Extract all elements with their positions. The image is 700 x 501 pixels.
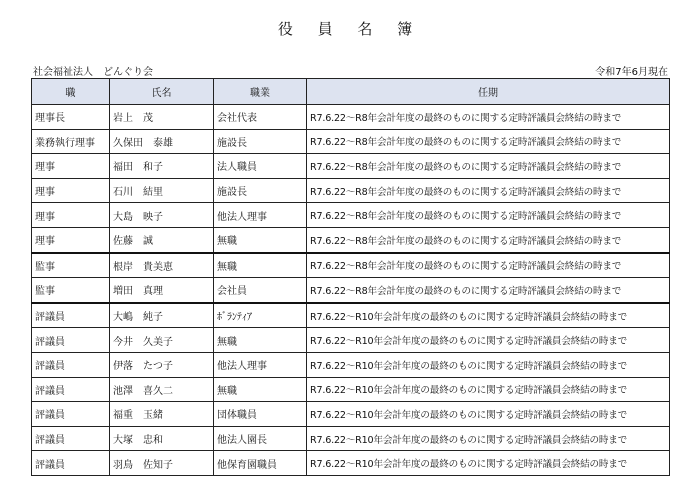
- header-term: 任期: [307, 79, 670, 105]
- cell-term: R7.6.22～R10年会計年度の最終のものに関する定時評議員会終結の時まで: [307, 451, 670, 476]
- table-row: [32, 203, 670, 228]
- table-row: [32, 178, 670, 203]
- cell-occupation: 無職: [214, 377, 307, 402]
- cell-role: 評議員: [32, 303, 110, 328]
- table-row: [32, 154, 670, 179]
- cell-occupation: 他法人園長: [214, 426, 307, 451]
- table-row: [32, 227, 670, 252]
- cell-role: 評議員: [32, 352, 110, 377]
- cell-occupation: 施設長: [214, 178, 307, 203]
- cell-occupation: 会社代表: [214, 105, 307, 130]
- cell-name: 池澤 喜久二: [110, 377, 214, 402]
- table-row: [32, 303, 670, 328]
- cell-role: 業務執行理事: [32, 129, 110, 154]
- cell-occupation: 施設長: [214, 129, 307, 154]
- cell-name: 佐藤 誠: [110, 227, 214, 252]
- table-row: [32, 105, 670, 130]
- cell-term: R7.6.22～R8年会計年度の最終のものに関する定時評議員会終結の時まで: [307, 105, 670, 130]
- table-row: [32, 451, 670, 476]
- cell-name: 根岸 貴美恵: [110, 253, 214, 278]
- cell-term: R7.6.22～R10年会計年度の最終のものに関する定時評議員会終結の時まで: [307, 352, 670, 377]
- cell-name: 大嶋 純子: [110, 303, 214, 328]
- cell-name: 石川 結里: [110, 178, 214, 203]
- cell-name: 久保田 泰雄: [110, 129, 214, 154]
- cell-role: 評議員: [32, 377, 110, 402]
- cell-occupation: 他法人理事: [214, 352, 307, 377]
- organization-name: 社会福祉法人 どんぐり会: [33, 67, 153, 78]
- cell-term: R7.6.22～R8年会計年度の最終のものに関する定時評議員会終結の時まで: [307, 278, 670, 303]
- cell-term: R7.6.22～R8年会計年度の最終のものに関する定時評議員会終結の時まで: [307, 227, 670, 252]
- cell-role: 評議員: [32, 451, 110, 476]
- page-title: 役 員 名 簿: [277, 20, 423, 38]
- table-row: [32, 402, 670, 427]
- cell-occupation: 法人職員: [214, 154, 307, 179]
- cell-role: 理事: [32, 178, 110, 203]
- cell-term: R7.6.22～R10年会計年度の最終のものに関する定時評議員会終結の時まで: [307, 426, 670, 451]
- cell-occupation: 会社員: [214, 278, 307, 303]
- cell-name: 伊落 たつ子: [110, 352, 214, 377]
- cell-name: 今井 久美子: [110, 328, 214, 353]
- cell-occupation: 他保育園職員: [214, 451, 307, 476]
- cell-name: 福田 和子: [110, 154, 214, 179]
- cell-role: 評議員: [32, 402, 110, 427]
- table-row: [32, 253, 670, 278]
- table-row: [32, 426, 670, 451]
- cell-term: R7.6.22～R8年会計年度の最終のものに関する定時評議員会終結の時まで: [307, 203, 670, 228]
- cell-occupation: ﾎﾞﾗﾝﾃｨｱ: [214, 303, 307, 328]
- cell-name: 羽鳥 佐知子: [110, 451, 214, 476]
- cell-name: 増田 真理: [110, 278, 214, 303]
- officer-roster-table: [31, 78, 670, 476]
- table-row: [32, 129, 670, 154]
- header-name: 氏名: [110, 79, 214, 105]
- cell-occupation: 無職: [214, 328, 307, 353]
- table-row: [32, 377, 670, 402]
- cell-occupation: 無職: [214, 227, 307, 252]
- cell-name: 大塚 忠和: [110, 426, 214, 451]
- cell-term: R7.6.22～R8年会計年度の最終のものに関する定時評議員会終結の時まで: [307, 178, 670, 203]
- cell-role: 理事: [32, 154, 110, 179]
- cell-role: 理事: [32, 227, 110, 252]
- cell-term: R7.6.22～R10年会計年度の最終のものに関する定時評議員会終結の時まで: [307, 328, 670, 353]
- header-occupation: 職業: [214, 79, 307, 105]
- cell-role: 理事: [32, 203, 110, 228]
- cell-occupation: 団体職員: [214, 402, 307, 427]
- as-of-date: 令和7年6月現在: [595, 67, 668, 78]
- cell-occupation: 無職: [214, 253, 307, 278]
- cell-term: R7.6.22～R8年会計年度の最終のものに関する定時評議員会終結の時まで: [307, 253, 670, 278]
- cell-term: R7.6.22～R10年会計年度の最終のものに関する定時評議員会終結の時まで: [307, 402, 670, 427]
- cell-role: 監事: [32, 278, 110, 303]
- cell-occupation: 他法人理事: [214, 203, 307, 228]
- cell-role: 監事: [32, 253, 110, 278]
- table-row: [32, 278, 670, 303]
- cell-name: 大島 映子: [110, 203, 214, 228]
- table-header-row: [32, 79, 670, 105]
- table-row: [32, 328, 670, 353]
- cell-term: R7.6.22～R10年会計年度の最終のものに関する定時評議員会終結の時まで: [307, 303, 670, 328]
- cell-role: 評議員: [32, 426, 110, 451]
- cell-term: R7.6.22～R8年会計年度の最終のものに関する定時評議員会終結の時まで: [307, 154, 670, 179]
- cell-role: 評議員: [32, 328, 110, 353]
- cell-name: 福重 玉緒: [110, 402, 214, 427]
- cell-term: R7.6.22～R10年会計年度の最終のものに関する定時評議員会終結の時まで: [307, 377, 670, 402]
- cell-role: 理事長: [32, 105, 110, 130]
- cell-term: R7.6.22～R8年会計年度の最終のものに関する定時評議員会終結の時まで: [307, 129, 670, 154]
- table-row: [32, 352, 670, 377]
- header-role: 職: [32, 79, 110, 105]
- cell-name: 岩上 茂: [110, 105, 214, 130]
